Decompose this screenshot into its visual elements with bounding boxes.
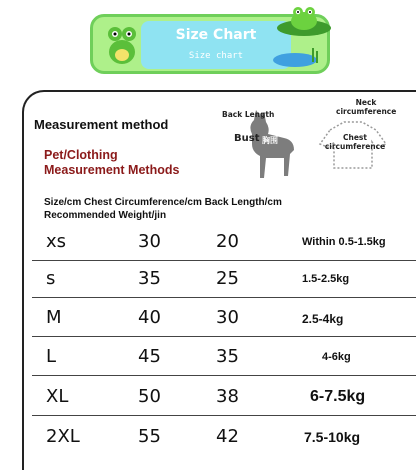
measurement-methods-subtitle bbox=[44, 148, 214, 178]
bust-label: Bust bbox=[234, 133, 260, 144]
row-divider bbox=[32, 297, 416, 298]
chest-cell: 30 bbox=[138, 231, 161, 252]
pond-icon bbox=[270, 48, 320, 68]
weight-cell: 7.5-10kg bbox=[304, 429, 361, 445]
back-length-cell: 25 bbox=[216, 268, 239, 289]
bust-cn-label: 胸围 bbox=[262, 136, 278, 145]
table-row bbox=[32, 340, 416, 376]
weight-cell: 4-6kg bbox=[322, 351, 351, 363]
back-length-cell: 42 bbox=[216, 426, 239, 447]
weight-cell: Within 0.5-1.5kg bbox=[302, 236, 386, 248]
size-cell: XL bbox=[46, 386, 69, 407]
chest-cell: 40 bbox=[138, 307, 161, 328]
table-header-line: Recommended Weight/jin bbox=[44, 210, 167, 221]
chest-cell: 45 bbox=[138, 346, 161, 367]
table-row bbox=[32, 225, 416, 261]
weight-cell: 6-7.5kg bbox=[310, 388, 366, 405]
banner-sign bbox=[141, 21, 291, 69]
weight-cell: 1.5-2.5kg bbox=[302, 273, 350, 285]
chest-cell: 50 bbox=[138, 386, 161, 407]
measurement-method-title: Measurement method bbox=[34, 117, 169, 132]
label-line: Chest bbox=[343, 133, 367, 142]
row-divider bbox=[32, 336, 416, 337]
frog-on-leaf-icon bbox=[276, 4, 332, 36]
row-divider bbox=[32, 415, 416, 416]
back-length-cell: 35 bbox=[216, 346, 239, 367]
neck-circumference-label bbox=[336, 98, 396, 116]
subtitle-line: Pet/Clothing bbox=[44, 148, 118, 162]
table-row bbox=[32, 420, 416, 460]
chest-cell: 35 bbox=[138, 268, 161, 289]
chest-cell: 55 bbox=[138, 426, 161, 447]
banner-title: Size Chart bbox=[175, 27, 257, 43]
back-length-cell: 30 bbox=[216, 307, 239, 328]
back-length-label: Back Length bbox=[222, 110, 275, 119]
size-cell: M bbox=[46, 307, 62, 328]
back-length-cell: 38 bbox=[216, 386, 239, 407]
label-line: circumference bbox=[336, 107, 397, 116]
size-cell: 2XL bbox=[46, 426, 80, 447]
row-divider bbox=[32, 260, 416, 261]
size-cell: s bbox=[46, 268, 56, 289]
table-header-line: Size/cm Chest Circumference/cm Back Length/cm bbox=[44, 197, 282, 208]
table-row bbox=[32, 301, 416, 337]
table-header bbox=[44, 196, 344, 222]
banner-subtitle: Size chart bbox=[188, 51, 244, 61]
back-length-cell: 20 bbox=[216, 231, 239, 252]
weight-cell: 2.5-4kg bbox=[302, 312, 344, 326]
subtitle-line: Measurement Methods bbox=[44, 163, 180, 177]
size-cell: L bbox=[46, 346, 57, 367]
label-line: circumference bbox=[324, 142, 386, 151]
table-row bbox=[32, 262, 416, 298]
chest-circumference-label bbox=[320, 133, 390, 151]
size-cell: xs bbox=[46, 231, 67, 252]
table-row bbox=[32, 380, 416, 416]
row-divider bbox=[32, 375, 416, 376]
frog-icon bbox=[104, 22, 140, 66]
label-line: Neck bbox=[355, 98, 377, 107]
